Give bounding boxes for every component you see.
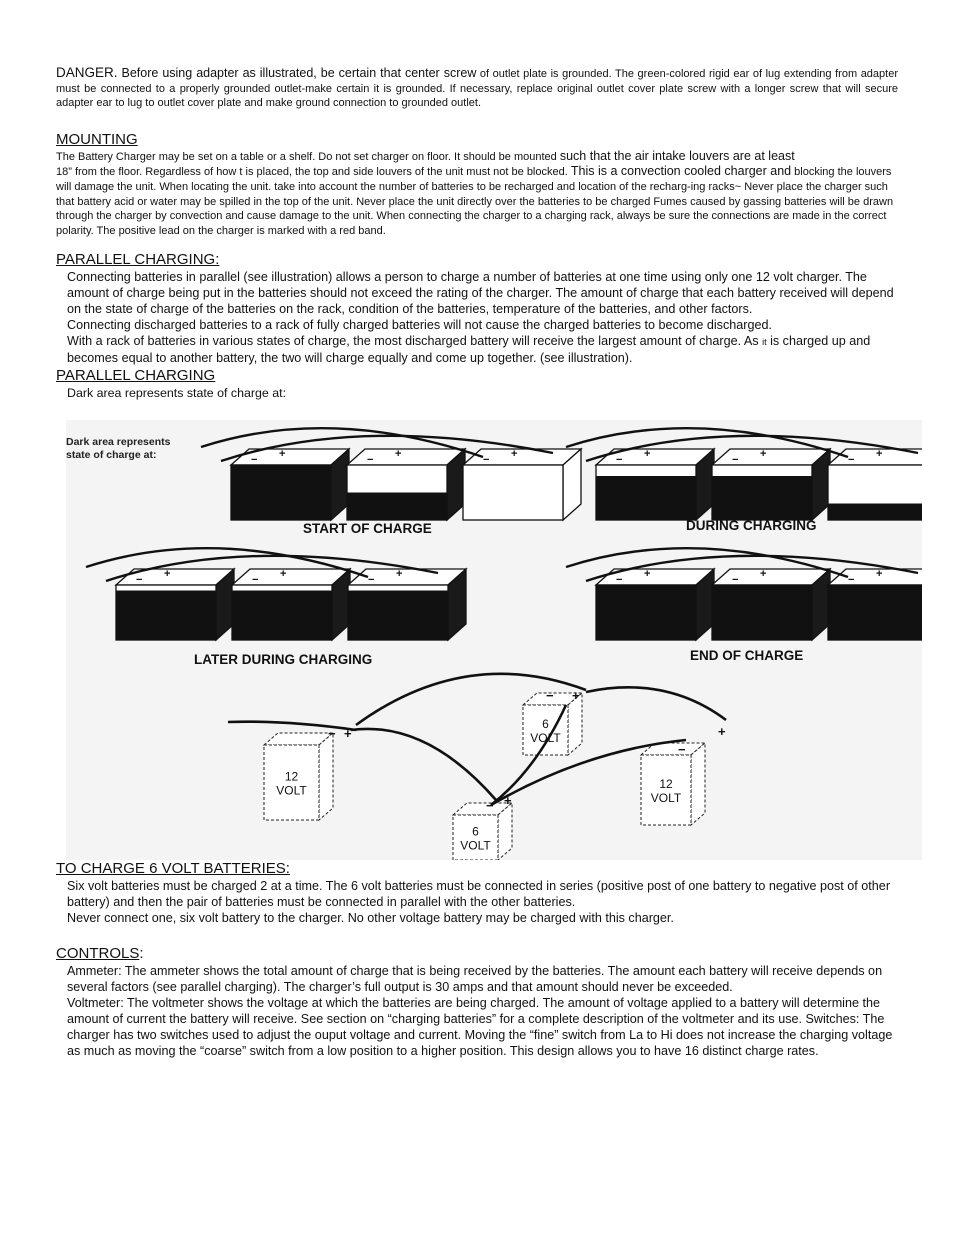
panel-label: LATER DURING CHARGING	[194, 652, 373, 667]
voltage-number: 12	[284, 769, 299, 784]
battery-charge-level	[348, 591, 448, 641]
minus-terminal: −	[732, 574, 739, 586]
plus-terminal: +	[280, 568, 287, 580]
voltage-unit: VOLT	[650, 791, 682, 805]
parallel-p1: Connecting batteries in parallel (see illustration) allows a person to charge a number of batteries at one time using only one 12 volt charger. The amount of charge being put in the batteries should not exceed the rating of the charger. The amount of charge that each battery received will depend on the state of charge of the batteries on the rack, condition of the batteries, temperature of the batteries, and other factors.	[67, 270, 894, 317]
controls-p2: Voltmeter: The voltmeter shows the voltage at which the batteries are being charged. The amount of voltage applied to a battery will determine the amount of current the battery will receive. See section on “charging batteries” for a complete description of the voltmeter and its use. Switches: The charger has two switches used to adjust the ouput voltage and current. Moving the “fine” switch from La to Hi does not increase the charging voltage as much as moving the “coarse” switch from a low position to a higher position. This design allows you to have 16 distinct charge rates.	[67, 996, 893, 1058]
parallel-heading: PARALLEL CHARGING:	[56, 251, 220, 269]
plus-terminal: +	[511, 448, 518, 460]
parallel-p3-c: is charged up and becomes equal to another battery, the two will charge equally and come up together. (see illustration).	[67, 334, 871, 366]
voltage-unit: VOLT	[530, 731, 561, 745]
battery	[347, 448, 465, 520]
battery	[596, 568, 714, 640]
battery-top	[596, 569, 714, 585]
battery	[348, 568, 466, 640]
plus-terminal: +	[876, 448, 883, 460]
mounting-section	[56, 131, 898, 239]
battery-charge-level	[596, 585, 696, 640]
six-volt-section	[56, 860, 898, 926]
minus-terminal: −	[848, 574, 855, 586]
battery-12v-left	[264, 733, 333, 820]
controls-heading-line	[56, 945, 898, 963]
mounting-text-c: 18” from the floor. Regardless of how t is placed, the top and side louvers of the unit must not be blocked.	[56, 166, 571, 179]
terminal-sign: −	[486, 798, 494, 813]
voltage-unit: VOLT	[460, 838, 491, 853]
plus-terminal: +	[644, 448, 651, 460]
six-volt-p2: Never connect one, six volt battery to the charger. No other voltage battery may be charged with this charger.	[67, 911, 674, 925]
danger-paragraph	[56, 66, 898, 111]
panel-label: START OF CHARGE	[303, 521, 432, 536]
six-volt-p1: Six volt batteries must be charged 2 at a time. The 6 volt batteries must be connected in series (positive post of one battery to negative post of other battery) and then the pair of batteries must be connected in parallel with the other batteries.	[67, 879, 891, 909]
plus-terminal: +	[760, 448, 767, 460]
terminal-sign: +	[344, 726, 352, 741]
danger-label: DANGER.	[56, 65, 118, 80]
mounting-text-a: The Battery Charger may be set on a table or a shelf. Do not set charger on floor. It should be mounted	[56, 150, 560, 163]
diagram-legend-line1: Dark area represents	[66, 436, 171, 448]
plus-terminal: +	[876, 568, 883, 580]
battery	[828, 448, 922, 520]
battery-top	[712, 449, 830, 465]
battery	[828, 568, 922, 640]
battery-charge-level	[231, 465, 331, 520]
minus-terminal: −	[616, 574, 623, 586]
panel-label: END OF CHARGE	[690, 648, 804, 663]
minus-terminal: −	[136, 574, 143, 586]
battery-charge-level	[828, 585, 922, 640]
battery-top	[347, 449, 465, 465]
danger-text-rest: of outlet plate is grounded. The green-colored rigid ear of lug extending from adapter must be connected to a properly grounded outlet-make certain it is grounded. If necessary, replace original outlet cover plate screw with a longer screw that will secure adapter ear to lug to outlet cover plate and make ground connection to grounded outlet.	[56, 68, 898, 110]
battery-top	[596, 449, 714, 465]
battery-top	[712, 569, 830, 585]
parallel-charging-diagram	[66, 420, 922, 860]
voltage-number: 6	[472, 824, 479, 839]
plus-terminal: +	[395, 448, 402, 460]
voltage-unit: VOLT	[276, 783, 307, 798]
battery-side	[691, 743, 705, 825]
battery-12v-right	[641, 743, 705, 825]
battery-top	[231, 449, 349, 465]
battery	[596, 448, 714, 520]
panel-label: DURING CHARGING	[686, 518, 817, 533]
terminal-sign: −	[328, 726, 336, 741]
controls-heading: CONTROLS	[56, 945, 140, 962]
battery	[712, 448, 830, 520]
mounting-heading: MOUNTING	[56, 130, 138, 148]
mounting-text-d: This is a convection cooled charger and	[570, 164, 792, 179]
minus-terminal: −	[848, 454, 855, 466]
battery	[712, 568, 830, 640]
terminal-sign: −	[678, 742, 686, 757]
parallel-section	[56, 251, 898, 401]
plus-terminal: +	[644, 568, 651, 580]
six-volt-heading: TO CHARGE 6 VOLT BATTERIES:	[56, 860, 290, 877]
mounting-text-b: such that the air intake louvers are at least	[559, 148, 795, 163]
parallel-p2: Connecting discharged batteries to a rack of fully charged batteries will not cause the charged batteries to become discharged.	[67, 318, 772, 333]
battery-charge-level	[596, 476, 696, 520]
terminal-sign: +	[504, 793, 512, 808]
battery-side	[319, 733, 333, 820]
battery	[232, 568, 350, 640]
plus-terminal: +	[279, 448, 286, 460]
minus-terminal: −	[616, 454, 623, 466]
battery-6v-bottom	[453, 803, 512, 860]
controls-colon: :	[139, 945, 144, 962]
diagram-legend-line2: state of charge at:	[66, 449, 157, 461]
minus-terminal: −	[483, 454, 490, 466]
battery	[231, 448, 349, 520]
battery-front	[463, 465, 563, 520]
parallel-p3	[67, 333, 898, 366]
minus-terminal: −	[368, 574, 375, 586]
terminal-sign: −	[546, 688, 554, 703]
minus-terminal: −	[252, 574, 259, 586]
parallel-heading-2: PARALLEL CHARGING	[56, 367, 216, 385]
battery-charge-level	[116, 591, 216, 641]
page-content	[56, 66, 898, 401]
parallel-sub: Dark area represents state of charge at:	[67, 386, 287, 401]
plus-terminal: +	[760, 568, 767, 580]
battery-charge-level	[347, 493, 447, 521]
parallel-p3-b: it	[762, 337, 767, 348]
battery	[463, 448, 581, 520]
battery-charge-level	[712, 476, 812, 520]
mounting-paragraph	[56, 149, 898, 239]
terminal-sign: +	[572, 688, 580, 703]
battery-charge-level	[712, 585, 812, 640]
terminal-sign: +	[718, 724, 726, 739]
controls-p1: Ammeter: The ammeter shows the total amount of charge that is being received by the batteries. The amount each battery will receive depends on several factors (see parallel charging). The charger’s full output is 30 amps and that amount should never be exceeded.	[67, 964, 883, 994]
battery-top	[116, 569, 234, 585]
voltage-number: 12	[659, 777, 673, 791]
minus-terminal: −	[367, 454, 374, 466]
battery-charge-level	[232, 591, 332, 641]
plus-terminal: +	[396, 568, 403, 580]
minus-terminal: −	[732, 454, 739, 466]
battery-charge-level	[828, 504, 922, 521]
plus-terminal: +	[164, 568, 171, 580]
parallel-p3-a: With a rack of batteries in various states of charge, the most discharged battery will receive the largest amount of charge. As	[67, 334, 763, 349]
mounting-text-e: blocking the louvers will damage the unit. When locating the unit. take into account the number of batteries to be recharged and location of the recharg-ing racks~ Never place the charger such that battery acid or water may be spilled in the top of the unit. Never place the unit directly over the batteries to be charged Fumes caused by gassing batteries will be drawn through the charger by convection and cause damage to the unit. When connecting the charger to a charging rack, always be sure the connections are made in the correct polarity. The positive lead on the charger is marked with a red band.	[56, 166, 894, 237]
voltage-number: 6	[542, 717, 549, 731]
battery	[116, 568, 234, 640]
danger-text-mid: Before using adapter as illustrated, be certain that center screw	[117, 66, 477, 80]
minus-terminal: −	[251, 454, 258, 466]
controls-section	[56, 945, 898, 1059]
battery-top	[232, 569, 350, 585]
